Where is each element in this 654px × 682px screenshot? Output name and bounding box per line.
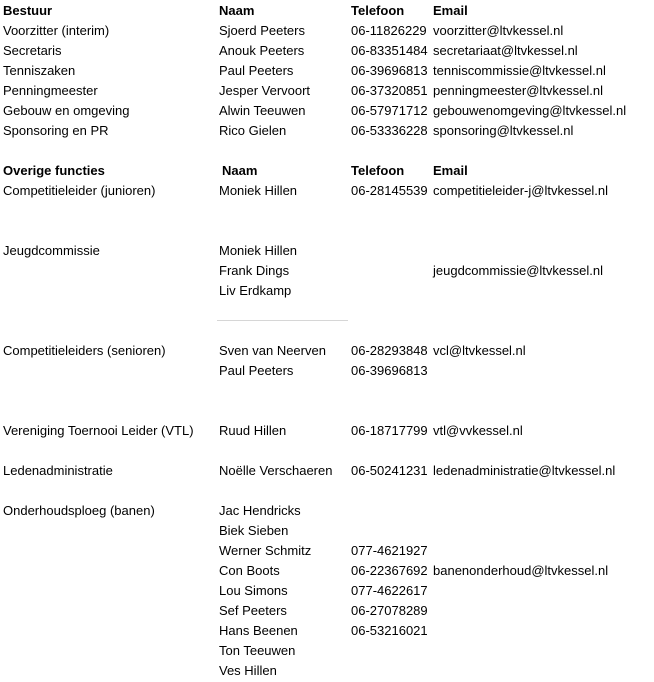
name-cell: Moniek Hillen bbox=[219, 183, 298, 198]
name-cell: Paul Peeters bbox=[219, 363, 294, 378]
name-cell: Jac Hendricks bbox=[219, 503, 301, 518]
column-header-email: Email bbox=[433, 163, 468, 178]
email-cell: competitieleider-j@ltvkessel.nl bbox=[433, 183, 609, 198]
role-cell: Tenniszaken bbox=[3, 63, 76, 78]
email-cell: gebouwenomgeving@ltvkessel.nl bbox=[433, 103, 627, 118]
phone-cell: 06-83351484 bbox=[351, 43, 428, 58]
email-cell: vtl@vvkessel.nl bbox=[433, 423, 523, 438]
role-cell: Sponsoring en PR bbox=[3, 123, 109, 138]
email-cell: penningmeester@ltvkessel.nl bbox=[433, 83, 604, 98]
phone-cell: 06-27078289 bbox=[351, 603, 428, 618]
role-cell: Competitieleiders (senioren) bbox=[3, 343, 166, 358]
role-cell: Competitieleider (junioren) bbox=[3, 183, 156, 198]
column-header-email: Email bbox=[433, 3, 468, 18]
role-cell: Vereniging Toernooi Leider (VTL) bbox=[3, 423, 194, 438]
phone-cell: 06-37320851 bbox=[351, 83, 428, 98]
phone-cell: 06-53216021 bbox=[351, 623, 428, 638]
email-cell: ledenadministratie@ltvkessel.nl bbox=[433, 463, 616, 478]
email-cell: voorzitter@ltvkessel.nl bbox=[433, 23, 564, 38]
email-cell: jeugdcommissie@ltvkessel.nl bbox=[433, 263, 603, 278]
name-cell: Ruud Hillen bbox=[219, 423, 287, 438]
name-cell: Moniek Hillen bbox=[219, 243, 298, 258]
role-cell: Secretaris bbox=[3, 43, 62, 58]
name-cell: Liv Erdkamp bbox=[219, 283, 292, 298]
name-cell: Frank Dings bbox=[219, 263, 290, 278]
name-cell: Ton Teeuwen bbox=[219, 643, 296, 658]
name-cell: Biek Sieben bbox=[219, 523, 289, 538]
phone-cell: 06-57971712 bbox=[351, 103, 428, 118]
email-cell: sponsoring@ltvkessel.nl bbox=[433, 123, 574, 138]
section-header-overige-functies: Overige functies bbox=[3, 163, 105, 178]
name-cell: Werner Schmitz bbox=[219, 543, 312, 558]
column-header-naam: Naam bbox=[222, 163, 258, 178]
phone-cell: 06-28293848 bbox=[351, 343, 428, 358]
role-cell: Ledenadministratie bbox=[3, 463, 113, 478]
name-cell: Lou Simons bbox=[219, 583, 288, 598]
email-cell: vcl@ltvkessel.nl bbox=[433, 343, 526, 358]
name-cell: Anouk Peeters bbox=[219, 43, 305, 58]
name-cell: Hans Beenen bbox=[219, 623, 298, 638]
email-cell: banenonderhoud@ltvkessel.nl bbox=[433, 563, 609, 578]
name-cell: Paul Peeters bbox=[219, 63, 294, 78]
name-cell: Sjoerd Peeters bbox=[219, 23, 305, 38]
name-cell: Sef Peeters bbox=[219, 603, 287, 618]
role-cell: Jeugdcommissie bbox=[3, 243, 100, 258]
role-cell: Gebouw en omgeving bbox=[3, 103, 130, 118]
phone-cell: 06-22367692 bbox=[351, 563, 428, 578]
email-cell: secretariaat@ltvkessel.nl bbox=[433, 43, 578, 58]
phone-cell: 06-18717799 bbox=[351, 423, 428, 438]
name-cell: Noëlle Verschaeren bbox=[219, 463, 333, 478]
phone-cell: 06-50241231 bbox=[351, 463, 428, 478]
phone-cell: 06-53336228 bbox=[351, 123, 428, 138]
role-cell: Onderhoudsploeg (banen) bbox=[3, 503, 155, 518]
section-header-bestuur: Bestuur bbox=[3, 3, 53, 18]
email-cell: tenniscommissie@ltvkessel.nl bbox=[433, 63, 606, 78]
column-header-telefoon: Telefoon bbox=[351, 163, 405, 178]
name-cell: Alwin Teeuwen bbox=[219, 103, 306, 118]
column-header-telefoon: Telefoon bbox=[351, 3, 405, 18]
name-cell: Ves Hillen bbox=[219, 663, 277, 678]
phone-cell: 06-39696813 bbox=[351, 63, 428, 78]
name-cell: Sven van Neerven bbox=[219, 343, 326, 358]
role-cell: Penningmeester bbox=[3, 83, 98, 98]
phone-cell: 077-4622617 bbox=[351, 583, 428, 598]
phone-cell: 06-28145539 bbox=[351, 183, 428, 198]
divider bbox=[217, 320, 348, 321]
phone-cell: 06-39696813 bbox=[351, 363, 428, 378]
phone-cell: 06-11826229 bbox=[351, 23, 427, 38]
role-cell: Voorzitter (interim) bbox=[3, 23, 110, 38]
name-cell: Con Boots bbox=[219, 563, 280, 578]
phone-cell: 077-4621927 bbox=[351, 543, 428, 558]
name-cell: Jesper Vervoort bbox=[219, 83, 311, 98]
name-cell: Rico Gielen bbox=[219, 123, 287, 138]
column-header-naam: Naam bbox=[219, 3, 255, 18]
